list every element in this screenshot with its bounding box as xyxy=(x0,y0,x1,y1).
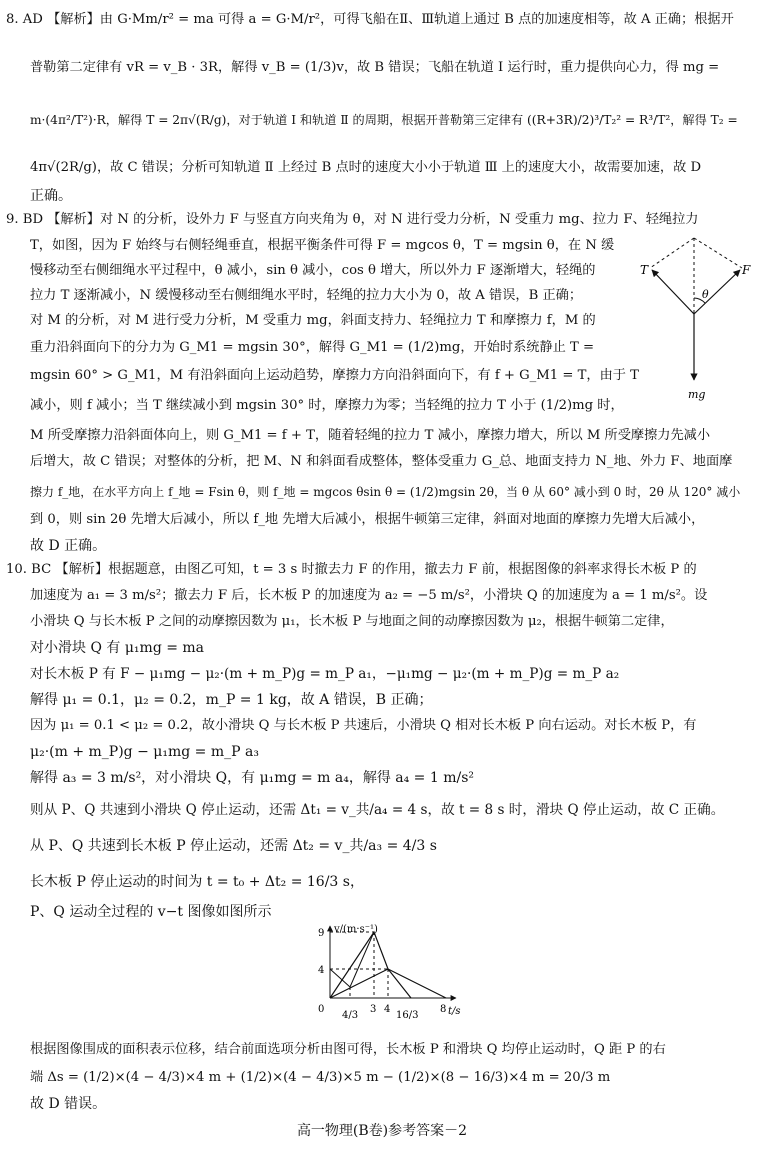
x-tick-label: 4 xyxy=(384,1004,391,1015)
text-line: 因为 μ₁ = 0.1 < μ₂ = 0.2，故小滑块 Q 与长木板 P 共速后，小滑块 Q 相对长木板 P 向右运动。对长木板 P，有 xyxy=(30,718,697,733)
text-line: P、Q 运动全过程的 v−t 图像如图所示 xyxy=(30,904,272,920)
tension-arrow xyxy=(652,270,694,314)
x-tick-label: 3 xyxy=(370,1004,377,1015)
dashed-line xyxy=(650,238,694,268)
label-f: F xyxy=(742,263,751,277)
text-line: 慢移动至右侧细绳水平过程中，θ 减小，sin θ 减小，cos θ 增大，所以外力 F 逐渐增大，轻绳的 xyxy=(30,263,596,278)
text-line: T，如图，因为 F 始终与右侧轻绳垂直，根据平衡条件可得 F = mgcos θ，T = mgsin θ，在 N 缓 xyxy=(30,238,615,253)
board-p-line xyxy=(330,932,411,998)
x-axis-label: t/s xyxy=(448,1006,461,1017)
text-line: m·(4π²/T²)·R，解得 T = 2π√(R/g)，对于轨道 Ⅰ 和轨道 Ⅱ 的周期，根据开普勒第三定律有 ((R+3R)/2)³/T₂² = R³/T²，解得 T₂ = xyxy=(30,113,738,127)
y-axis-label: v/(m·s⁻¹) xyxy=(334,924,378,935)
text-line: 到 0，则 sin 2θ 先增大后减小，所以 f_地 先增大后减小，根据牛顿第三定律，斜面对地面的摩擦力先增大后减小， xyxy=(30,512,705,527)
vt-graph xyxy=(308,922,468,1046)
x-tick-label: 8 xyxy=(440,1004,447,1015)
text-line: 对长木板 P 有 F − μ₁mg − μ₂·(m + m_P)g = m_P a₁，−μ₁mg − μ₂·(m + m_P)g = m_P a₂ xyxy=(30,666,620,682)
text-line: 减小，则 f 减小；当 T 继续减小到 mgsin 30° 时，摩擦力为零；当轻绳的拉力 T 小于 (1/2)mg 时， xyxy=(30,398,624,413)
text-line: 长木板 P 停止运动的时间为 t = t₀ + Δt₂ = 16/3 s， xyxy=(30,874,364,890)
x-tick-label: 4/3 xyxy=(342,1010,359,1021)
extra-line xyxy=(350,932,374,987)
text-line: μ₂·(m + m_P)g − μ₁mg = m_P a₃ xyxy=(30,744,259,760)
text-line: 根据图像围成的面积表示位移，结合前面选项分析由图可得，长木板 P 和滑块 Q 均停止运动时，Q 距 P 的右 xyxy=(30,1042,666,1057)
y-tick-label: 4 xyxy=(318,965,325,976)
label-t: T xyxy=(640,263,649,277)
text-line: 对 M 的分析，对 M 进行受力分析，M 受重力 mg，斜面支持力、轻绳拉力 T 和摩擦力 f，M 的 xyxy=(30,313,596,328)
page-footer: 高一物理(B卷)参考答案－2 xyxy=(296,1123,468,1139)
text-line: 解得 μ₁ = 0.1，μ₂ = 0.2，m_P = 1 kg，故 A 错误，B 正确； xyxy=(30,692,433,708)
text-line: M 所受摩擦力沿斜面体向上，则 G_M1 = f + T，随着轻绳的拉力 T 减小，摩擦力增大，所以 M 所受摩擦力先减小 xyxy=(30,428,711,443)
y-tick-label: 0 xyxy=(318,1004,325,1015)
dashed-line xyxy=(694,238,742,268)
text-line: 加速度为 a₁ = 3 m/s²；撤去力 F 后，长木板 P 的加速度为 a₂ = −5 m/s²，小滑块 Q 的加速度为 a = 1 m/s²。设 xyxy=(30,588,708,603)
text-line: 故 D 正确。 xyxy=(30,538,107,554)
text-line: 后增大，故 C 错误；对整体的分析，把 M、N 和斜面看成整体，整体受重力 G_总、地面支持力 N_地、外力 F、地面摩 xyxy=(30,454,733,469)
text-line: 解得 a₃ = 3 m/s²，对小滑块 Q，有 μ₁mg = m a₄，解得 a₄ = 1 m/s² xyxy=(30,770,475,786)
text-line: 拉力 T 逐渐减小，N 缓慢移动至右侧细绳水平时，轻绳的拉力大小为 0，故 A 错误，B 正确； xyxy=(30,288,583,303)
force-diagram xyxy=(636,232,756,404)
text-line: 端 Δs = (1/2)×(4 − 4/3)×4 m + (1/2)×(4 − 4/3)×5 m − (1/2)×(8 − 16/3)×4 m = 20/3 m xyxy=(30,1070,611,1085)
text-line: 10. BC 【解析】根据题意，由图乙可知，t = 3 s 时撤去力 F 的作用，撤去力 F 前，根据图像的斜率求得长木板 P 的 xyxy=(6,562,697,577)
text-line: 故 D 错误。 xyxy=(30,1096,107,1112)
text-line: 则从 P、Q 共速到小滑块 Q 停止运动，还需 Δt₁ = v_共/a₄ = 4 s，故 t = 8 s 时，滑块 Q 停止运动，故 C 正确。 xyxy=(30,802,725,818)
y-tick-label: 9 xyxy=(318,928,325,939)
text-line: 擦力 f_地，在水平方向上 f_地 = Fsin θ，则 f_地 = mgcos θsin θ = (1/2)mgsin 2θ，当 θ 从 60° 减小到 0 时，2θ 从 120° 减小 xyxy=(30,485,741,499)
text-line: mgsin 60° > G_M1，M 有沿斜面向上运动趋势，摩擦力方向沿斜面向下，有 f + G_M1 = T，由于 T xyxy=(30,368,639,383)
text-line: 正确。 xyxy=(30,188,72,204)
text-line: 从 P、Q 共速到长木板 P 停止运动，还需 Δt₂ = v_共/a₃ = 4/3 s xyxy=(30,838,437,854)
label-mg: mg xyxy=(688,388,706,401)
text-line: 普勒第二定律有 vR = v_B · 3R，解得 v_B = (1/3)v，故 B 错误；飞船在轨道 Ⅰ 运行时，重力提供向心力，得 mg = xyxy=(30,60,720,75)
text-line: 4π√(2R/g)，故 C 错误；分析可知轨道 Ⅱ 上经过 B 点时的速度大小小于轨道 Ⅲ 上的速度大小，故需要加速，故 D xyxy=(30,160,702,175)
text-line: 小滑块 Q 与长木板 P 之间的动摩擦因数为 μ₁，长木板 P 与地面之间的动摩擦因数为 μ₂，根据牛顿第二定律， xyxy=(30,614,674,629)
label-theta: θ xyxy=(702,288,709,301)
x-tick-label: 16/3 xyxy=(396,1010,419,1021)
text-line: 9. BD 【解析】对 N 的分析，设外力 F 与竖直方向夹角为 θ，对 N 进行受力分析，N 受重力 mg、拉力 F、轻绳拉力 xyxy=(6,212,699,227)
text-line: 对小滑块 Q 有 μ₁mg = ma xyxy=(30,640,205,656)
text-line: 8. AD 【解析】由 G·Mm/r² = ma 可得 a = G·M/r²，可得飞船在Ⅱ、Ⅲ轨道上通过 B 点的加速度相等，故 A 正确；根据开 xyxy=(6,12,734,27)
force-f-arrow xyxy=(694,270,740,314)
text-line: 重力沿斜面向下的分力为 G_M1 = mgsin 30°，解得 G_M1 = (1/2)mg，开始时系统静止 T = xyxy=(30,340,595,355)
